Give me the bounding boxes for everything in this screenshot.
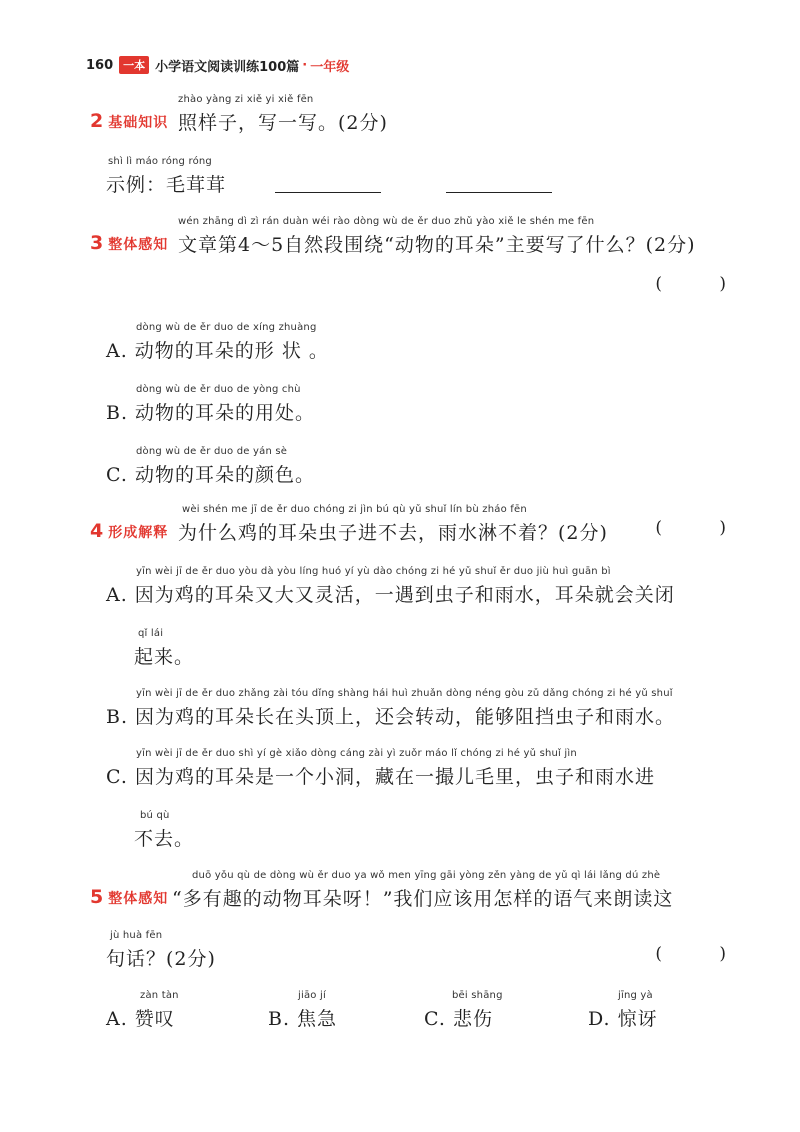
question-label (90, 110, 168, 132)
question-text: 文章第4～5自然段围绕“动物的耳朵”主要写了什么？(2分) (178, 234, 696, 256)
option-d[interactable]: D. 惊讶 (588, 1008, 658, 1030)
option-b[interactable]: B. 因为鸡的耳朵长在头顶上，还会转动，能够阻挡虫子和雨水。 (106, 706, 676, 728)
option-pinyin: qǐ lái (138, 628, 164, 639)
answer-paren[interactable]: ( ) (655, 274, 752, 294)
question-pinyin: zhào yàng zi xiě yi xiě fēn (178, 94, 314, 105)
question-number: 2 (90, 110, 104, 132)
question-tag: 整体感知 (108, 237, 169, 253)
question-text-2: 句话？(2分) (106, 948, 216, 970)
question-label (90, 886, 168, 908)
example-pinyin: shì lì máo róng róng (108, 156, 212, 167)
separator-dot: · (302, 57, 308, 73)
question-label (90, 520, 168, 542)
option-pinyin: jīng yà (618, 990, 653, 1001)
option-a[interactable]: A. 因为鸡的耳朵又大又灵活，一遇到虫子和雨水，耳朵就会关闭 (106, 584, 675, 606)
option-pinyin: dòng wù de ěr duo de yòng chù (136, 384, 301, 395)
question-pinyin: duō yǒu qù de dòng wù ěr duo ya wǒ men yīng gāi yòng zěn yàng de yǔ qì lái lǎng dú zhè (192, 870, 661, 881)
option-b[interactable]: B. 动物的耳朵的用处。 (106, 402, 316, 424)
option-pinyin: yīn wèi jī de ěr duo yòu dà yòu líng huó yí yù dào chóng zi hé yǔ shuǐ ěr duo jiù huì guān bì (136, 566, 611, 577)
option-b[interactable]: B. 焦急 (268, 1008, 338, 1030)
grade-label: 一年级 (310, 59, 350, 75)
option-a[interactable]: A. 动物的耳朵的形 状 。 (106, 340, 329, 362)
answer-blank-1[interactable] (275, 192, 381, 193)
option-pinyin: bú qù (140, 810, 170, 821)
answer-blank-2[interactable] (446, 192, 552, 193)
option-a[interactable]: A. 赞叹 (106, 1008, 175, 1030)
option-c[interactable]: C. 悲伤 (424, 1008, 493, 1030)
question-number: 4 (90, 520, 104, 542)
question-pinyin-2: jù huà fēn (110, 930, 163, 941)
example-text: 示例：毛茸茸 (106, 174, 227, 196)
brand-logo: 一本 (119, 56, 149, 74)
option-c[interactable]: C. 因为鸡的耳朵是一个小洞，藏在一撮儿毛里，虫子和雨水进 (106, 766, 655, 788)
answer-paren[interactable]: ( ) (655, 944, 752, 964)
question-tag: 整体感知 (108, 891, 169, 907)
page-header (86, 54, 349, 76)
question-pinyin: wén zhāng dì zì rán duàn wéi rào dòng wù de ěr duo zhǔ yào xiě le shén me fēn (178, 216, 595, 227)
question-label (90, 232, 168, 254)
question-number: 5 (90, 886, 104, 908)
question-number: 3 (90, 232, 104, 254)
answer-paren[interactable]: ( ) (655, 518, 752, 538)
option-pinyin: dòng wù de ěr duo de yán sè (136, 446, 288, 457)
question-pinyin: wèi shén me jī de ěr duo chóng zi jìn bú qù yǔ shuǐ lín bù zháo fēn (182, 504, 527, 515)
question-text: 照样子，写一写。(2分) (178, 112, 388, 134)
option-c-continued[interactable]: 不去。 (134, 828, 195, 850)
option-a-continued[interactable]: 起来。 (134, 646, 195, 668)
book-title: 小学语文阅读训练100篇 (155, 59, 300, 75)
question-tag: 基础知识 (108, 115, 169, 131)
question-text: “多有趣的动物耳朵呀！”我们应该用怎样的语气来朗读这 (172, 888, 674, 910)
option-pinyin: jiāo jí (298, 990, 326, 1001)
option-c[interactable]: C. 动物的耳朵的颜色。 (106, 464, 315, 486)
question-tag: 形成解释 (108, 525, 169, 541)
option-pinyin: yīn wèi jī de ěr duo shì yí gè xiǎo dòng cáng zài yì zuǒr máo lǐ chóng zi hé yǔ shuǐ jìn (136, 748, 577, 759)
page-number: 160 (86, 57, 114, 73)
option-pinyin: bēi shāng (452, 990, 503, 1001)
option-pinyin: yīn wèi jī de ěr duo zhǎng zài tóu dǐng shàng hái huì zhuǎn dòng néng gòu zǔ dǎng chóng zi hé yǔ shuǐ (136, 688, 673, 699)
question-text: 为什么鸡的耳朵虫子进不去，雨水淋不着？(2分) (178, 522, 608, 544)
option-pinyin: dòng wù de ěr duo de xíng zhuàng (136, 322, 317, 333)
option-pinyin: zàn tàn (140, 990, 179, 1001)
